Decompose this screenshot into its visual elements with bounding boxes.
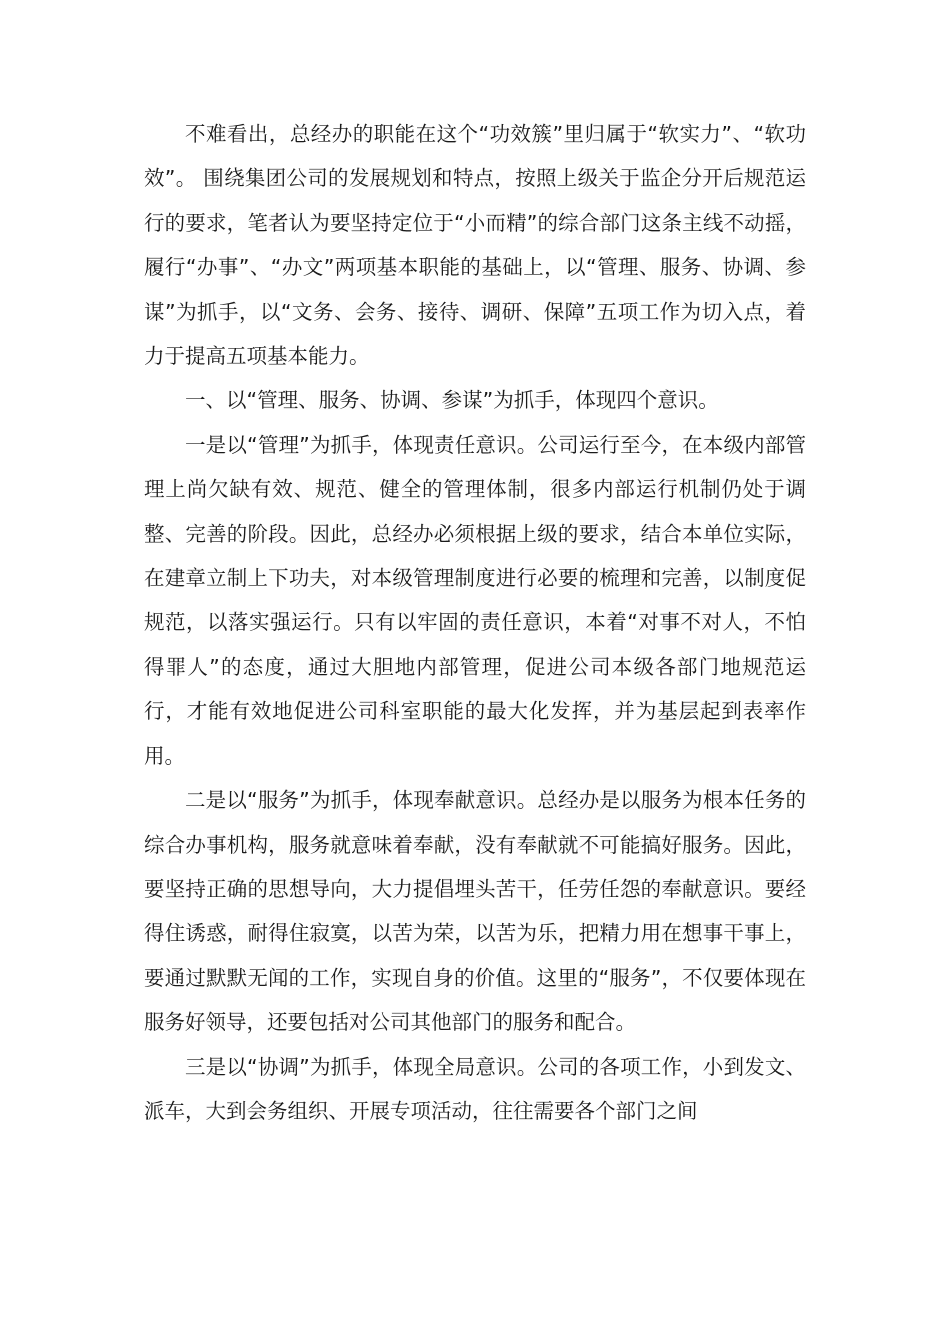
paragraph-service: 二是以“服务”为抓手，体现奉献意识。总经办是以服务为根本任务的综合办事机构，服务就意味着奉献，没有奉献就不可能搞好服务。因此，要坚持正确的思想导向，大力提倡埋头苦干，任劳任怨的奉献意识。要经得住诱惑，耐得住寂寞，以苦为荣，以苦为乐，把精力用在想事干事上，要通过默默无闻的工作，实现自身的价值。这里的“服务”，不仅要体现在服务好领导，还要包括对公司其他部门的服务和配合。 — [144, 788, 806, 1035]
paragraph-intro: 不难看出，总经办的职能在这个“功效簇”里归属于“软实力”、“软功效”。 围绕集团公司的发展规划和特点，按照上级关于监企分开后规范运行的要求，笔者认为要坚持定位于“小而精”的综合部门这条主线不动摇，履行“办事”、“办文”两项基本职能的基础上，以“管理、服务、协调、参谋”为抓手，以“文务、会务、接待、调研、保障”五项工作为切入点，着力于提高五项基本能力。 — [144, 122, 806, 369]
paragraph-coordination: 三是以“协调”为抓手，体现全局意识。公司的各项工作，小到发文、派车，大到会务组织、开展专项活动，往往需要各个部门之间 — [144, 1054, 806, 1123]
paragraph-management: 一是以“管理”为抓手，体现责任意识。公司运行至今，在本级内部管理上尚欠缺有效、规范、健全的管理体制，很多内部运行机制仍处于调整、完善的阶段。因此，总经办必须根据上级的要求，结合本单位实际，在建章立制上下功夫，对本级管理制度进行必要的梳理和完善，以制度促规范，以落实强运行。只有以牢固的责任意识，本着“对事不对人，不怕得罪人”的态度，通过大胆地内部管理，促进公司本级各部门地规范运行，才能有效地促进公司科室职能的最大化发挥，并为基层起到表率作用。 — [144, 432, 806, 768]
section-heading-1: 一、以“管理、服务、协调、参谋”为抓手，体现四个意识。 — [185, 388, 719, 413]
document-body — [144, 112, 806, 1133]
